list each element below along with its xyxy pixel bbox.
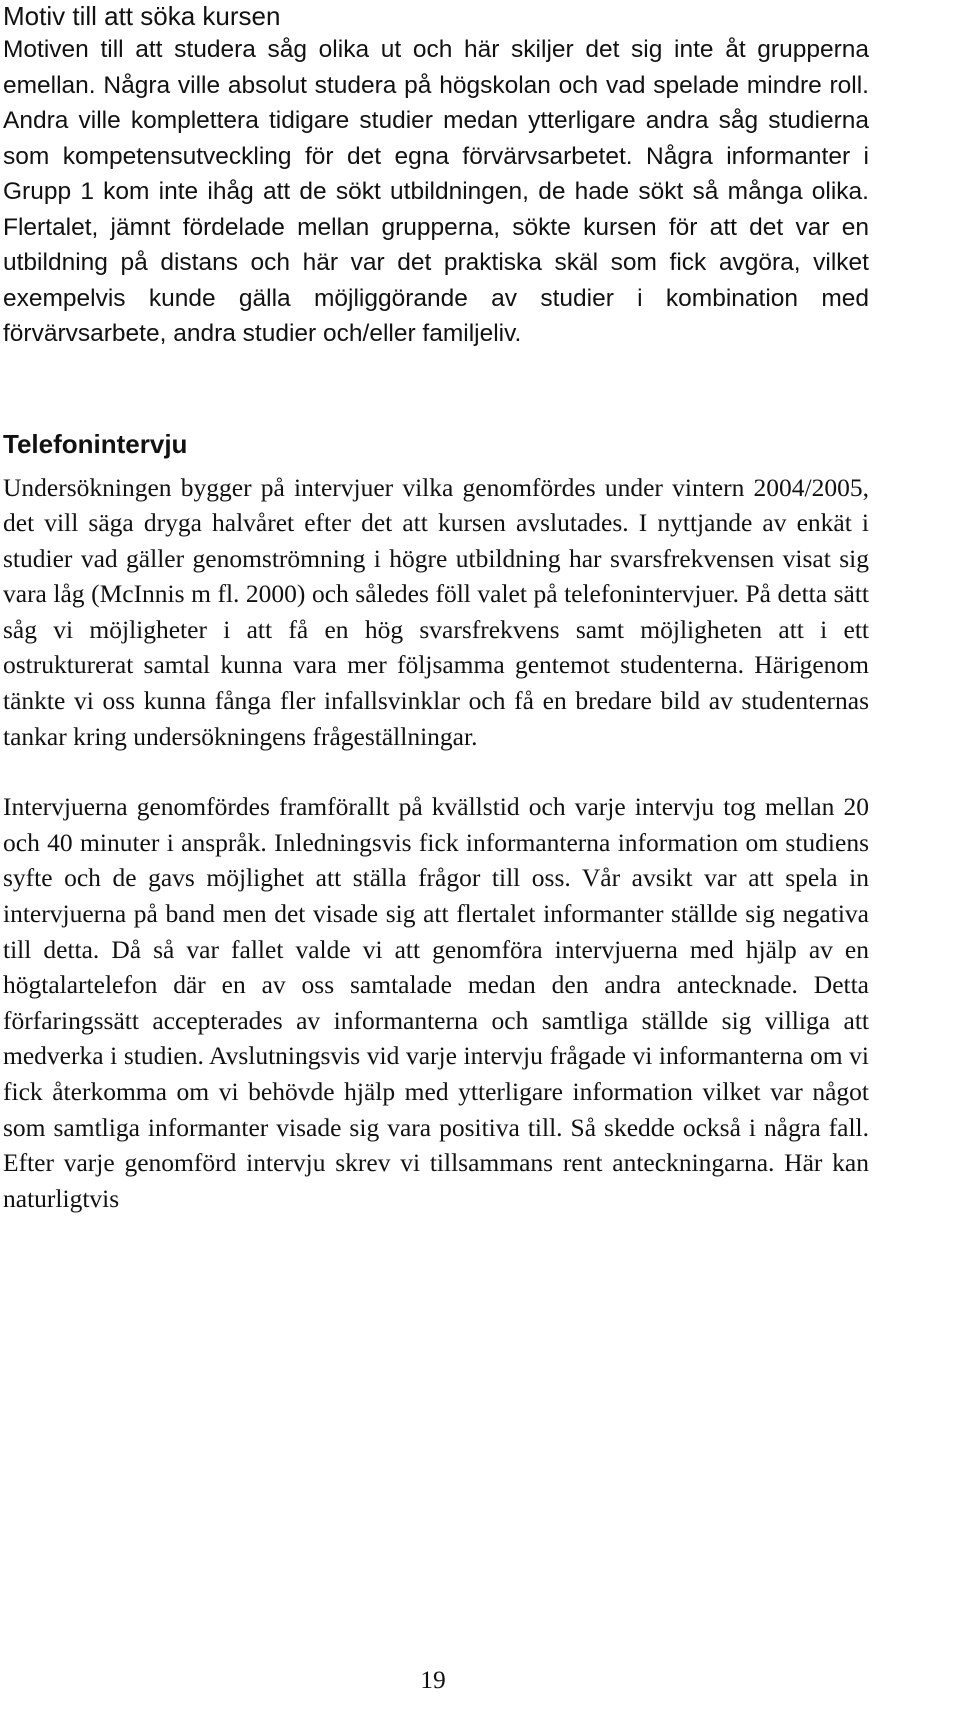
motive-paragraph: Motiven till att studera såg olika ut och här skiljer det sig inte åt grupperna emellan. Några ville absolut studera på högskolan och vad spelade mindre roll. Andra ville komplettera tidigare studier medan ytterligare andra såg studierna som kompetensutveckling för det egna förvärvsarbetet. Några informanter i Grupp 1 kom inte ihåg att de sökt utbildningen, de hade sökt så många olika. Flertalet, jämnt fördelade mellan grupperna, sökte kursen för att det var en utbildning på distans och här var det praktiska skäl som fick avgöra, vilket exempelvis kunde gälla möjliggörande av studier i kombination med förvärvsarbete, andra studier och/eller familjeliv.: [3, 36, 869, 347]
document-body: [3, 0, 869, 1216]
body-paragraph-1: Undersökningen bygger på intervjuer vilka genomfördes under vintern 2004/2005, det vill säga dryga halvåret efter det att kursen avslutades. I nyttjande av enkät i studier vad gäller genomströmning i högre utbildning har svarsfrekvensen visat sig vara låg (McInnis m fl. 2000) och således föll valet på telefonintervjuer. På detta sätt såg vi möjligheter i att få en hög svarsfrekvens samt möjligheten att i ett ostrukturerat samtal kunna vara mer följsamma gentemot studenterna. Härigenom tänkte vi oss kunna fånga fler infallsvinklar och få en bredare bild av studenternas tankar kring undersökningens frågeställningar.: [3, 472, 869, 751]
page-number: 19: [420, 1665, 446, 1694]
subsection-heading: Motiv till att söka kursen: [3, 1, 281, 31]
section-heading: Telefonintervju: [3, 428, 188, 459]
body-paragraph-2: Intervjuerna genomfördes framförallt på kvällstid och varje intervju tog mellan 20 och 40 minuter i anspråk. Inledningsvis fick informanterna information om studiens syfte och de gavs möjlighet att ställa frågor till oss. Vår avsikt var att spela in intervjuerna på band men det visade sig att flertalet informanter ställde sig negativa till detta. Då så var fallet valde vi att genomföra intervjuerna med hjälp av en högtalartelefon där en av oss samtalade medan den andra antecknade. Detta förfaringssätt accepterades av informanterna och samtliga ställde sig villiga att medverka i studien. Avslutningsvis vid varje intervju frågade vi informanterna om vi fick återkomma om vi behövde hjälp med ytterligare information vilket var något som samtliga informanter visade sig vara positiva till. Så skedde också i några fall. Efter varje genomförd intervju skrev vi tillsammans rent anteckningarna. Här kan naturligtvis: [3, 792, 869, 1213]
